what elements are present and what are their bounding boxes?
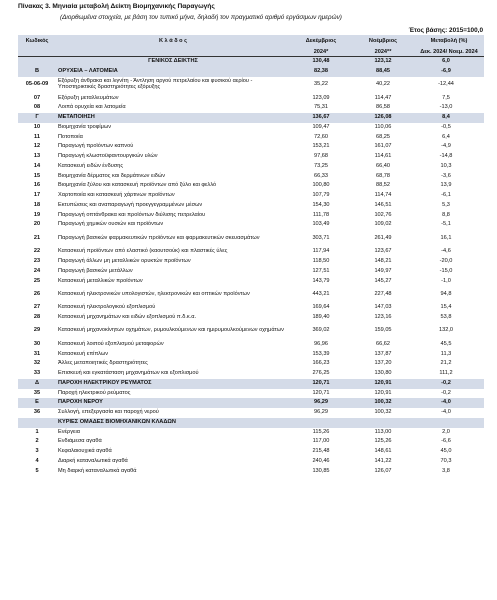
header-code: Κωδικός bbox=[18, 35, 56, 47]
table-row bbox=[18, 438, 484, 448]
row-nov-value: 100,32 bbox=[352, 398, 414, 408]
row-code: E bbox=[18, 398, 56, 408]
row-code: 31 bbox=[33, 350, 41, 357]
row-code: 07 bbox=[33, 94, 41, 101]
row-code: 22 bbox=[33, 248, 41, 255]
index-table bbox=[18, 35, 484, 477]
table-row bbox=[18, 398, 484, 408]
row-code: 19 bbox=[33, 211, 41, 218]
row-dec-value: 143,79 bbox=[312, 277, 330, 284]
row-label: Διαρκή καταναλωτικά αγαθά bbox=[58, 458, 128, 465]
row-nov-value: 261,49 bbox=[374, 234, 392, 241]
row-dec-value: 123,09 bbox=[312, 94, 330, 101]
row-label: ΠΑΡΟΧΗ ΗΛΕΚΤΡΙΚΟΥ ΡΕΥΜΑΤΟΣ bbox=[56, 379, 290, 389]
row-dec-value: 166,23 bbox=[312, 360, 330, 367]
row-change-value bbox=[414, 418, 484, 428]
row-label: Παραγωγή βασικών φαρμακευτικών προϊόντων και φαρμακευτικών σκευασμάτων bbox=[58, 234, 260, 241]
row-dec-value: 136,67 bbox=[290, 113, 352, 123]
row-label: Άλλες μεταποιητικές δραστηριότητες bbox=[58, 360, 148, 367]
row-code: 23 bbox=[33, 258, 41, 264]
header-change: Μεταβολή (%) bbox=[414, 35, 484, 47]
row-change-value: 94,8 bbox=[440, 290, 452, 297]
row-dec-value: 109,47 bbox=[312, 123, 330, 130]
header-nov: Νοέμβριος bbox=[352, 35, 414, 47]
table-row bbox=[18, 428, 484, 438]
row-label: Βιομηχανία τροφίμων bbox=[58, 123, 112, 130]
row-change-value: -6,9 bbox=[414, 67, 484, 77]
row-label: Βιομηχανία δέρματος και δερμάτινων ειδών bbox=[58, 172, 165, 179]
row-code: 4 bbox=[35, 458, 39, 465]
row-nov-value: 88,45 bbox=[352, 67, 414, 77]
row-code: 3 bbox=[35, 448, 39, 455]
row-dec-value: 82,38 bbox=[290, 67, 352, 77]
row-label: Κατασκευή λοιπού εξοπλισμού μεταφορών bbox=[58, 340, 164, 347]
row-nov-value: 109,02 bbox=[374, 221, 392, 228]
row-dec-value: 115,26 bbox=[312, 428, 330, 435]
header-nov-year: 2024** bbox=[352, 47, 414, 57]
row-code: 28 bbox=[33, 314, 41, 321]
row-nov-value: 66,40 bbox=[376, 162, 390, 169]
row-code: 35 bbox=[33, 389, 41, 396]
table-row bbox=[18, 286, 484, 303]
row-code: 1 bbox=[35, 428, 39, 435]
row-change-value: 6,0 bbox=[414, 57, 484, 67]
row-dec-value: 130,85 bbox=[312, 467, 330, 474]
table-row bbox=[18, 350, 484, 360]
row-label: ΠΑΡΟΧΗ ΝΕΡΟΥ bbox=[56, 398, 290, 408]
row-label: ΜΕΤΑΠΟΙΗΣΗ bbox=[56, 113, 290, 123]
row-dec-value: 127,51 bbox=[312, 267, 330, 274]
row-label: Ενέργεια bbox=[58, 428, 80, 435]
header-empty-2 bbox=[56, 47, 290, 57]
row-change-value: 132,0 bbox=[439, 327, 453, 334]
table-row bbox=[18, 313, 484, 323]
table-row bbox=[18, 77, 484, 94]
row-nov-value: 137,20 bbox=[374, 360, 392, 367]
row-nov-value: 114,74 bbox=[374, 192, 392, 199]
row-label: Παραγωγή άλλων μη μεταλλικών ορυκτών προϊόντων bbox=[58, 258, 191, 264]
table-row bbox=[18, 142, 484, 152]
row-change-value: -20,0 bbox=[439, 258, 453, 264]
row-dec-value: 443,21 bbox=[312, 290, 330, 297]
row-code: B bbox=[18, 67, 56, 77]
row-label: Εξόρυξη μεταλλευμάτων bbox=[58, 94, 119, 101]
row-change-value: 10,3 bbox=[440, 162, 452, 169]
row-nov-value: 86,58 bbox=[376, 104, 390, 111]
row-dec-value: 97,68 bbox=[314, 153, 328, 160]
row-dec-value: 189,40 bbox=[312, 314, 330, 321]
row-change-value: 111,2 bbox=[439, 370, 453, 377]
table-row bbox=[18, 323, 484, 340]
table-row bbox=[18, 230, 484, 247]
row-change-value: -5,1 bbox=[441, 221, 451, 228]
row-label: Κατασκευή μηχανημάτων και ειδών εξοπλισμού π.δ.κ.α. bbox=[58, 314, 197, 321]
row-change-value: -4,0 bbox=[441, 409, 451, 416]
table-title: Πίνακας 3. Μηνιαία μεταβολή Δείκτη Βιομηχανικής Παραγωγής bbox=[18, 3, 215, 10]
row-change-value: 21,2 bbox=[440, 360, 452, 367]
table-row bbox=[18, 408, 484, 418]
row-dec-value: 120,71 bbox=[290, 379, 352, 389]
row-dec-value: 276,25 bbox=[312, 370, 330, 377]
row-nov-value: 126,07 bbox=[374, 467, 392, 474]
table-row bbox=[18, 379, 484, 389]
row-code bbox=[18, 57, 56, 67]
row-dec-value: 73,25 bbox=[314, 162, 328, 169]
row-change-value: -13,0 bbox=[439, 104, 453, 111]
table-row bbox=[18, 211, 484, 221]
row-label: Κατασκευή προϊόντων από ελαστικό (καουτσούκ) και πλαστικές ύλες bbox=[58, 248, 228, 255]
row-nov-value: 68,25 bbox=[376, 133, 390, 140]
row-code: 36 bbox=[33, 409, 41, 416]
row-nov-value: 120,91 bbox=[352, 379, 414, 389]
table-row bbox=[18, 303, 484, 313]
row-dec-value bbox=[290, 418, 352, 428]
row-nov-value: 141,22 bbox=[374, 458, 392, 465]
row-change-value: -0,2 bbox=[414, 379, 484, 389]
row-label: Παραγωγή βασικών μετάλλων bbox=[58, 267, 133, 274]
row-dec-value: 154,30 bbox=[312, 201, 330, 208]
row-code: 27 bbox=[33, 304, 41, 311]
row-code: Δ bbox=[18, 379, 56, 389]
row-dec-value: 111,78 bbox=[312, 211, 330, 218]
row-change-value: 6,4 bbox=[442, 133, 450, 140]
table-row bbox=[18, 57, 484, 67]
row-label: Ποτοποιία bbox=[58, 133, 83, 140]
row-label: Παραγωγή κλωστοϋφαντουργικών υλών bbox=[58, 153, 158, 160]
table-row bbox=[18, 369, 484, 379]
table-row bbox=[18, 257, 484, 267]
row-change-value: -0,2 bbox=[441, 389, 451, 396]
row-change-value: 2,0 bbox=[442, 428, 450, 435]
row-code: 10 bbox=[33, 123, 41, 130]
table-row bbox=[18, 133, 484, 143]
row-label: Βιομηχανία ξύλου και κατασκευή προϊόντων από ξύλο και φελλό bbox=[58, 182, 217, 189]
table-row bbox=[18, 340, 484, 350]
row-code: 24 bbox=[33, 267, 41, 274]
row-code: 11 bbox=[34, 133, 40, 140]
row-change-value: -6,6 bbox=[441, 438, 451, 445]
row-nov-value: 130,80 bbox=[374, 370, 392, 377]
row-change-value: -3,6 bbox=[441, 172, 451, 179]
row-change-value: -12,44 bbox=[438, 81, 454, 88]
row-label: Εξόρυξη άνθρακα και λιγνίτη - Άντληση αργού πετρελαίου και φυσικού αερίου - Υποστηρικτικές δραστηριότητες εξόρυξης bbox=[58, 78, 253, 91]
row-code: 08 bbox=[33, 104, 41, 111]
row-nov-value: 123,16 bbox=[374, 314, 392, 321]
table-row bbox=[18, 123, 484, 133]
row-dec-value: 35,22 bbox=[314, 81, 328, 88]
row-code: 14 bbox=[33, 162, 41, 169]
row-label: Επισκευή και εγκατάσταση μηχανημάτων και εξοπλισμού bbox=[58, 370, 199, 377]
row-code: 20 bbox=[33, 221, 41, 228]
row-code: 18 bbox=[33, 201, 41, 208]
row-label: ΓΕΝΙΚΟΣ ΔΕΙΚΤΗΣ bbox=[56, 57, 290, 67]
row-change-value: 8,8 bbox=[442, 211, 450, 218]
row-dec-value: 96,29 bbox=[290, 398, 352, 408]
row-nov-value: 114,61 bbox=[374, 153, 392, 160]
row-code: 21 bbox=[33, 234, 41, 241]
row-label: Χαρτοποιία και κατασκευή χάρτινων προϊόντων bbox=[58, 192, 175, 199]
row-nov-value: 159,05 bbox=[374, 327, 392, 334]
row-label: Κατασκευή ηλεκτρονικών υπολογιστών, ηλεκτρονικών και οπτικών προϊόντων bbox=[58, 290, 250, 297]
row-nov-value: 146,51 bbox=[374, 201, 392, 208]
table-body bbox=[18, 57, 484, 477]
row-nov-value: 114,47 bbox=[374, 94, 392, 101]
row-code: 32 bbox=[33, 360, 41, 367]
row-dec-value: 100,80 bbox=[312, 182, 330, 189]
row-dec-value: 107,79 bbox=[312, 192, 330, 199]
row-dec-value: 120,71 bbox=[312, 389, 330, 396]
row-change-value: -4,9 bbox=[441, 143, 451, 150]
table-row bbox=[18, 267, 484, 277]
row-nov-value: 66,62 bbox=[376, 340, 390, 347]
row-label: Κατασκευή επίπλων bbox=[58, 350, 109, 357]
row-nov-value: 100,32 bbox=[374, 409, 392, 416]
row-code: 13 bbox=[33, 153, 41, 160]
row-nov-value: 147,03 bbox=[374, 304, 392, 311]
table-row bbox=[18, 113, 484, 123]
row-dec-value: 66,33 bbox=[314, 172, 328, 179]
row-dec-value: 117,94 bbox=[312, 248, 330, 255]
row-change-value: 15,4 bbox=[440, 304, 452, 311]
row-change-value: -15,0 bbox=[439, 267, 453, 274]
row-dec-value: 117,00 bbox=[312, 438, 330, 445]
table-row bbox=[18, 447, 484, 457]
row-label: Κατασκευή μεταλλικών προϊόντων bbox=[58, 277, 143, 284]
row-nov-value: 161,07 bbox=[374, 143, 392, 150]
row-label: Παραγωγή προϊόντων καπνού bbox=[58, 143, 134, 150]
header-dec: Δεκέμβριος bbox=[290, 35, 352, 47]
table-row bbox=[18, 152, 484, 162]
row-change-value: -14,8 bbox=[439, 153, 453, 160]
row-dec-value: 103,49 bbox=[312, 221, 330, 228]
row-label: Παραγωγή χημικών ουσιών και προϊόντων bbox=[58, 221, 164, 228]
table-row bbox=[18, 418, 484, 428]
row-label: Συλλογή, επεξεργασία και παροχή νερού bbox=[58, 409, 159, 416]
table-row bbox=[18, 162, 484, 172]
header-change-period: Δεκ. 2024/ Νοεμ. 2024 bbox=[414, 47, 484, 57]
row-change-value: 70,3 bbox=[440, 458, 452, 465]
row-nov-value: 227,48 bbox=[374, 290, 392, 297]
row-dec-value: 75,31 bbox=[314, 104, 328, 111]
row-code: 33 bbox=[33, 370, 41, 377]
row-nov-value: 88,52 bbox=[376, 182, 390, 189]
row-label: ΟΡΥΧΕΙΑ – ΛΑΤΟΜΕΙΑ bbox=[56, 67, 290, 77]
row-change-value: 11,3 bbox=[440, 350, 452, 357]
row-nov-value: 149,97 bbox=[374, 267, 392, 274]
table-row bbox=[18, 457, 484, 467]
row-change-value: -4,6 bbox=[441, 248, 451, 255]
row-nov-value: 68,78 bbox=[376, 172, 390, 179]
row-change-value: 53,8 bbox=[440, 314, 452, 321]
row-nov-value: 145,27 bbox=[374, 277, 392, 284]
row-code: 29 bbox=[33, 327, 41, 334]
table-row bbox=[18, 359, 484, 369]
row-label: Λοιπά ορυχεία και λατομεία bbox=[58, 104, 126, 111]
table-row bbox=[18, 220, 484, 230]
row-change-value: 3,8 bbox=[442, 467, 450, 474]
table-row bbox=[18, 247, 484, 257]
row-code: 16 bbox=[33, 182, 41, 189]
row-code bbox=[18, 418, 56, 428]
table-row bbox=[18, 201, 484, 211]
row-code: 25 bbox=[33, 277, 41, 284]
base-year-note: Έτος βάσης: 2015=100,0 bbox=[408, 27, 483, 34]
row-label: Παροχή ηλεκτρικού ρεύματος bbox=[58, 389, 131, 396]
header-empty-1 bbox=[18, 47, 56, 57]
row-label: Κατασκευή ειδών ένδυσης bbox=[58, 162, 124, 169]
row-change-value: -0,5 bbox=[441, 123, 451, 130]
row-label: ΚΥΡΙΕΣ ΟΜΑΔΕΣ ΒΙΟΜΗΧΑΝΙΚΩΝ ΚΛΑΔΩΝ bbox=[56, 418, 290, 428]
table-row bbox=[18, 172, 484, 182]
row-change-value: -6,1 bbox=[441, 192, 451, 199]
row-code: 05-06-09 bbox=[25, 81, 49, 88]
header-dec-year: 2024* bbox=[290, 47, 352, 57]
row-nov-value: 126,08 bbox=[352, 113, 414, 123]
row-dec-value: 369,02 bbox=[312, 327, 330, 334]
row-nov-value: 102,76 bbox=[374, 211, 392, 218]
row-dec-value: 72,60 bbox=[314, 133, 328, 140]
row-change-value: 45,5 bbox=[440, 340, 452, 347]
row-change-value: 8,4 bbox=[414, 113, 484, 123]
table-row bbox=[18, 191, 484, 201]
row-nov-value: 120,91 bbox=[374, 389, 392, 396]
row-label: Ενδιάμεσα αγαθά bbox=[58, 438, 102, 445]
table-row bbox=[18, 181, 484, 191]
row-code: 2 bbox=[35, 438, 39, 445]
row-code: 26 bbox=[33, 290, 41, 297]
row-label: Παραγωγή οπτάνθρακα και προϊόντων διύλισης πετρελαίου bbox=[58, 211, 206, 218]
row-nov-value: 125,26 bbox=[374, 438, 392, 445]
table-subtitle: (Διορθωμένα στοιχεία, με βάση τον τυπικό μήνα, δηλαδή τον πραγματικό αριθμό εργάσιμων ημερών) bbox=[60, 14, 342, 21]
table-row bbox=[18, 467, 484, 477]
row-dec-value: 153,21 bbox=[312, 143, 330, 150]
row-nov-value bbox=[352, 418, 414, 428]
row-nov-value: 40,22 bbox=[376, 81, 390, 88]
row-label: Κατασκευή μηχανοκίνητων οχημάτων, ρυμουλκούμενων και ημιρυμουλκούμενων οχημάτων bbox=[58, 327, 284, 334]
table-row bbox=[18, 94, 484, 104]
row-dec-value: 153,39 bbox=[312, 350, 330, 357]
row-change-value: -1,0 bbox=[441, 277, 451, 284]
row-change-value: 13,9 bbox=[440, 182, 452, 189]
row-nov-value: 137,87 bbox=[374, 350, 392, 357]
row-code: 30 bbox=[33, 340, 41, 347]
row-nov-value: 123,67 bbox=[374, 248, 392, 255]
table-row bbox=[18, 277, 484, 287]
row-change-value: -4,0 bbox=[414, 398, 484, 408]
table-row bbox=[18, 67, 484, 77]
row-nov-value: 148,21 bbox=[374, 258, 392, 264]
row-change-value: 7,5 bbox=[442, 94, 450, 101]
row-label: Κατασκευή ηλεκτρολογικού εξοπλισμού bbox=[58, 304, 156, 311]
row-label: Μη διαρκή καταναλωτικά αγαθά bbox=[58, 467, 137, 474]
row-code: Γ bbox=[18, 113, 56, 123]
row-code: 5 bbox=[35, 467, 39, 474]
table-row bbox=[18, 103, 484, 113]
row-nov-value: 113,00 bbox=[374, 428, 392, 435]
row-change-value: 16,1 bbox=[440, 234, 452, 241]
row-dec-value: 118,50 bbox=[312, 258, 330, 264]
row-dec-value: 96,96 bbox=[314, 340, 328, 347]
row-code: 15 bbox=[33, 172, 41, 179]
row-code: 12 bbox=[33, 143, 41, 150]
row-nov-value: 123,12 bbox=[352, 57, 414, 67]
row-change-value: 45,0 bbox=[440, 448, 452, 455]
row-dec-value: 240,46 bbox=[312, 458, 330, 465]
row-label: Κεφαλαιουχικά αγαθά bbox=[58, 448, 112, 455]
row-code: 17 bbox=[33, 192, 41, 199]
row-dec-value: 96,29 bbox=[314, 409, 328, 416]
row-nov-value: 110,06 bbox=[374, 123, 392, 130]
row-change-value: 5,3 bbox=[442, 201, 450, 208]
row-nov-value: 148,61 bbox=[374, 448, 392, 455]
row-dec-value: 215,48 bbox=[312, 448, 330, 455]
row-label: Εκτυπώσεις και αναπαραγωγή προεγγεγραμμένων μέσων bbox=[58, 201, 203, 208]
row-dec-value: 303,71 bbox=[312, 234, 330, 241]
table-row bbox=[18, 389, 484, 399]
row-dec-value: 169,64 bbox=[312, 304, 330, 311]
row-dec-value: 130,48 bbox=[290, 57, 352, 67]
header-class: Κ λ ά δ ο ς bbox=[56, 35, 290, 47]
